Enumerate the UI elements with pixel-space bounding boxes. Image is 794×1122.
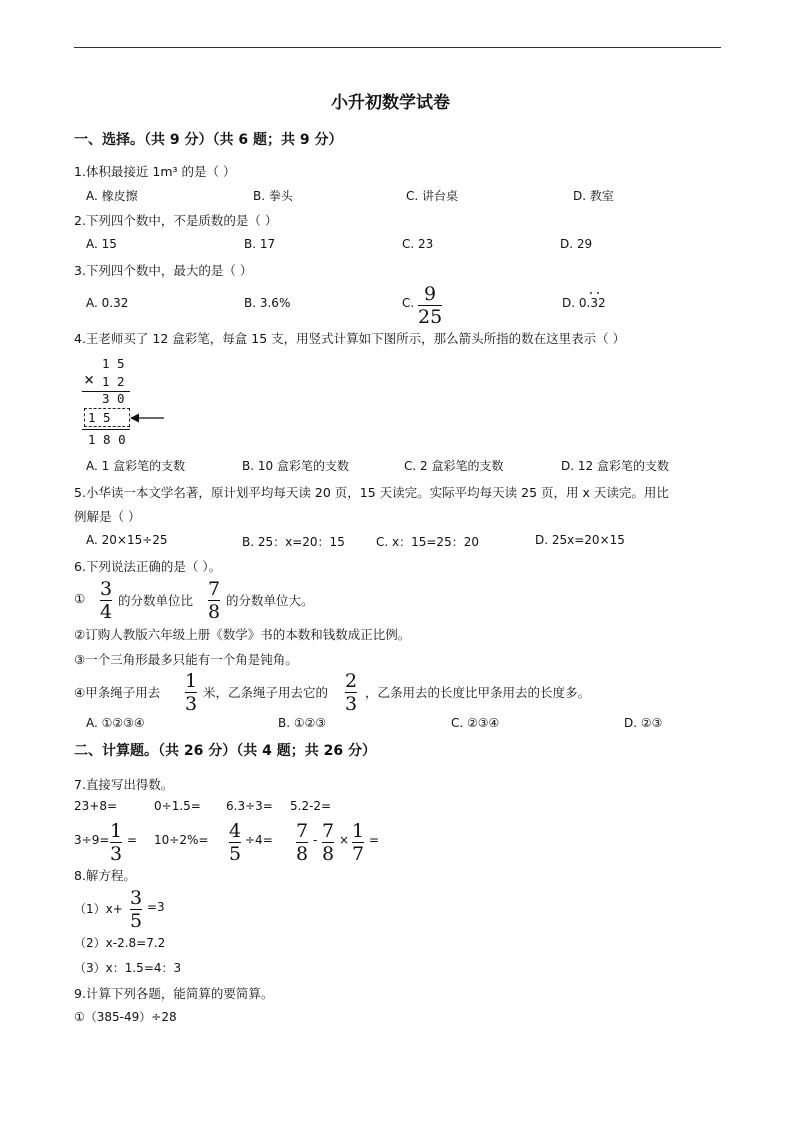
question-5-option-a: A. 20×15÷25 <box>86 533 168 547</box>
question-4-option-b: B. 10 盒彩笔的支数 <box>242 459 349 473</box>
arrow-left-icon <box>130 412 166 424</box>
q7-expr-6: 10÷2%= <box>154 833 209 847</box>
vertical-multiplication <box>82 354 182 450</box>
q7-expr-7-fraction <box>229 822 241 864</box>
partial-product-1: 3 0 <box>102 391 125 406</box>
q7-expr-8-fraction-2 <box>322 822 334 864</box>
q7-expr-8-minus: - <box>313 833 318 847</box>
header-rule <box>74 47 721 48</box>
question-4-option-c: C. 2 盒彩笔的支数 <box>404 459 504 473</box>
question-6-option-a: A. ①②③④ <box>86 716 145 730</box>
q7-expr-8-end: = <box>369 833 380 847</box>
fraction-numerator: 9 <box>424 283 437 305</box>
q7-expr-8-fraction-1 <box>296 822 308 864</box>
question-7-stem: 7.直接写出得数。 <box>74 777 174 792</box>
equation-1-end: =3 <box>147 900 165 914</box>
section-1-heading: 一、选择。（共 9 分）（共 6 题；共 9 分） <box>74 132 343 148</box>
fraction-denominator: 8 <box>296 843 309 866</box>
statement-3: ③一个三角形最多只能有一个角是钝角。 <box>74 652 298 667</box>
statement-4-fraction-2 <box>345 672 357 714</box>
question-3-option-c-label: C. <box>402 296 415 310</box>
fraction-denominator: 3 <box>345 693 358 716</box>
question-2-option-c: C. 23 <box>402 237 434 251</box>
q7-expr-5-fraction <box>110 822 122 864</box>
q7-expr-1: 23+8= <box>74 799 118 813</box>
statement-4-middle: 米，乙条绳子用去它的 <box>203 685 329 700</box>
fraction-denominator: 8 <box>322 843 335 866</box>
equation-3: （3）x：1.5=4：3 <box>74 961 182 975</box>
fraction-denominator: 25 <box>418 306 443 329</box>
equation-1-start: （1）x+ <box>74 902 123 916</box>
page-title: 小升初数学试卷 <box>331 93 450 113</box>
question-6-option-d: D. ②③ <box>624 716 663 730</box>
fraction-numerator: 2 <box>345 670 358 692</box>
q7-expr-8-times: × <box>339 833 350 847</box>
fraction-denominator: 3 <box>110 843 123 866</box>
multiplier: 1 2 <box>102 374 125 389</box>
final-product: 1 8 0 <box>88 432 126 447</box>
question-2-option-d: D. 29 <box>560 237 593 251</box>
question-5-option-d: D. 25x=20×15 <box>535 533 625 547</box>
statement-4-start: ④甲条绳子用去 <box>74 685 161 700</box>
question-9-stem: 9.计算下列各题，能简算的要简算。 <box>74 986 274 1001</box>
product-rule-2 <box>82 429 130 430</box>
question-3-stem: 3.下列四个数中，最大的是（ ） <box>74 263 253 278</box>
q7-expr-2: 0÷1.5= <box>154 799 201 813</box>
fraction-numerator: 7 <box>208 578 221 600</box>
q7-expr-7-end: ÷4= <box>245 833 273 847</box>
question-8-stem: 8.解方程。 <box>74 868 136 883</box>
question-3-option-a: A. 0.32 <box>86 296 129 310</box>
question-2-option-a: A. 15 <box>86 237 117 251</box>
question-2-stem: 2.下列四个数中，不是质数的是（ ） <box>74 213 278 228</box>
statement-4-fraction-1 <box>185 672 197 714</box>
question-6-stem: 6.下列说法正确的是（ ）。 <box>74 559 222 574</box>
question-1-option-d: D. 教室 <box>573 189 614 203</box>
fraction-denominator: 7 <box>352 843 365 866</box>
question-4-option-d: D. 12 盒彩笔的支数 <box>561 459 669 473</box>
question-3-option-b: B. 3.6% <box>244 296 291 310</box>
statement-1-fraction-1 <box>100 580 112 622</box>
question-4-stem: 4.王老师买了 12 盒彩笔，每盒 15 支，用竖式计算如下图所示，那么箭头所指的数在这里表示（ ） <box>74 331 626 346</box>
question-1-option-b: B. 拳头 <box>253 189 293 203</box>
repeating-dot <box>590 292 592 294</box>
statement-1-marker: ① <box>74 591 86 606</box>
q7-expr-3: 6.3÷3= <box>226 799 273 813</box>
statement-2: ②订购人教版六年级上册《数学》书的本数和钱数成正比例。 <box>74 627 411 642</box>
fraction-denominator: 3 <box>185 693 198 716</box>
statement-4-end: ，乙条用去的长度比甲条用去的长度多。 <box>365 685 591 700</box>
partial-product-2: 1 5 <box>88 410 111 425</box>
question-5-stem-line-2: 例解是（ ） <box>74 509 141 524</box>
q7-expr-5-end: = <box>127 833 138 847</box>
fraction-numerator: 7 <box>322 820 335 842</box>
question-4-option-a: A. 1 盒彩笔的支数 <box>86 459 186 473</box>
fraction-denominator: 8 <box>208 601 221 624</box>
fraction-numerator: 1 <box>185 670 198 692</box>
equation-2: （2）x-2.8=7.2 <box>74 936 166 950</box>
statement-1-fraction-2 <box>208 580 220 622</box>
fraction-denominator: 4 <box>100 601 113 624</box>
fraction-numerator: 7 <box>296 820 309 842</box>
question-5-stem-line-1: 5.小华读一本文学名著，原计划平均每天读 20 页，15 天读完。实际平均每天读 25 页，用 x 天读完。用比 <box>74 485 669 500</box>
fraction-numerator: 1 <box>352 820 365 842</box>
fraction-numerator: 4 <box>229 820 242 842</box>
section-2-heading: 二、计算题。（共 26 分）（共 4 题；共 26 分） <box>74 743 376 759</box>
q7-expr-5-start: 3÷9= <box>74 833 110 847</box>
equation-1-fraction <box>130 889 142 931</box>
fraction-numerator: 3 <box>130 887 143 909</box>
question-3-option-c-fraction <box>418 285 442 327</box>
question-1-stem: 1.体积最接近 1m³ 的是（ ） <box>74 164 236 179</box>
fraction-denominator: 5 <box>229 843 242 866</box>
multiplicand: 1 5 <box>102 356 125 371</box>
question-1-option-c: C. 讲台桌 <box>406 189 459 203</box>
fraction-numerator: 1 <box>110 820 123 842</box>
q9-expression-1: ①（385-49）÷28 <box>74 1010 177 1024</box>
fraction-numerator: 3 <box>100 578 113 600</box>
repeating-dot <box>597 292 599 294</box>
times-sign: × <box>84 370 95 390</box>
statement-1-end: 的分数单位大。 <box>226 593 314 608</box>
q7-expr-8-fraction-3 <box>352 822 364 864</box>
question-5-option-b: B. 25：x=20：15 <box>242 535 345 549</box>
question-5-option-c: C. x：15=25：20 <box>376 535 479 549</box>
question-3-option-d: D. 0.32 <box>562 296 606 310</box>
q7-expr-4: 5.2-2= <box>290 799 332 813</box>
question-1-option-a: A. 橡皮擦 <box>86 189 138 203</box>
statement-1-middle: 的分数单位比 <box>118 593 194 608</box>
question-6-option-c: C. ②③④ <box>451 716 500 730</box>
question-2-option-b: B. 17 <box>244 237 276 251</box>
question-6-option-b: B. ①②③ <box>278 716 327 730</box>
fraction-denominator: 5 <box>130 910 143 933</box>
